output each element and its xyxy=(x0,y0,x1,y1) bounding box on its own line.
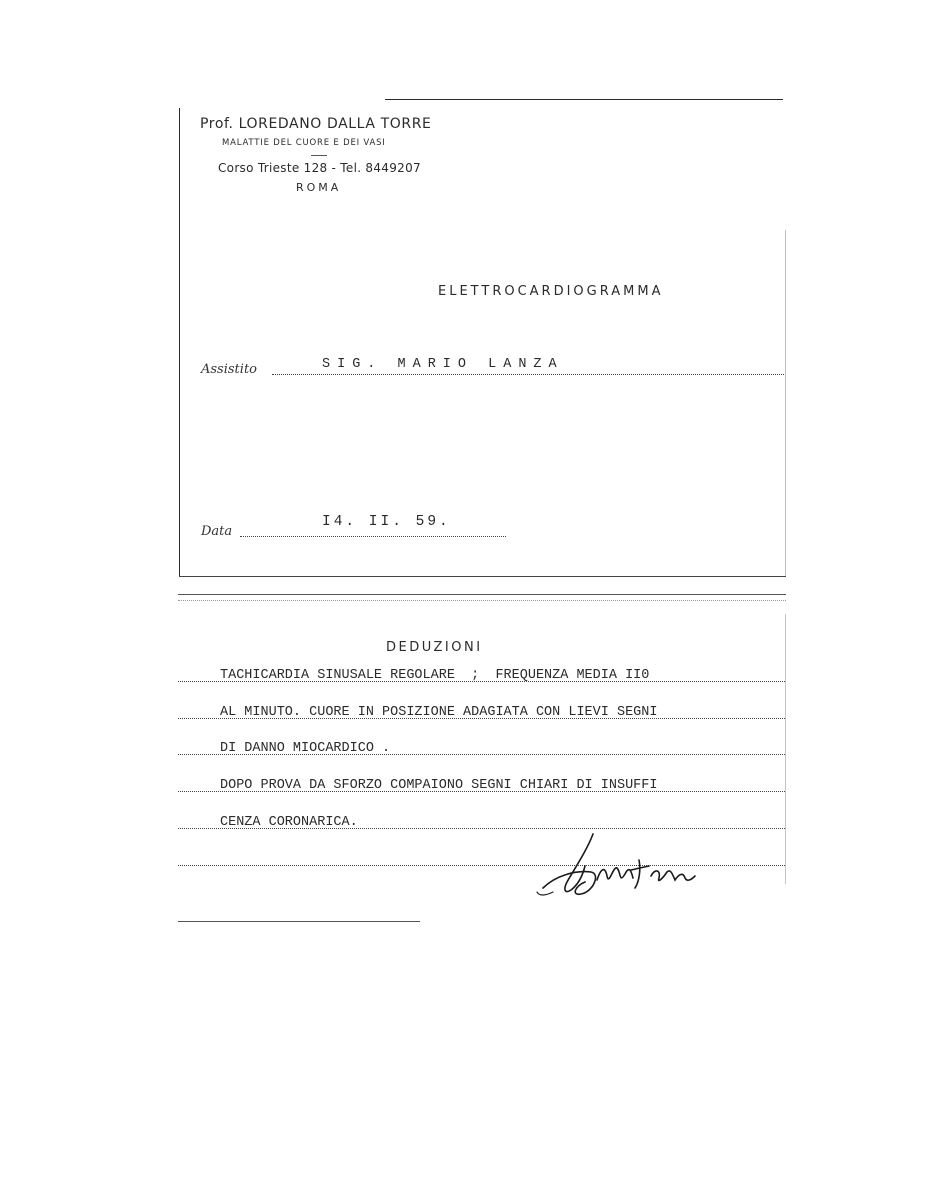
letterhead-divider xyxy=(311,155,327,156)
assistito-underline xyxy=(272,374,784,375)
data-value: I4. II. 59. xyxy=(322,514,451,530)
deduzioni-line-3: DI DANNO MIOCARDICO . xyxy=(220,741,391,756)
doctor-specialty: MALATTIE DEL CUORE E DEI VASI xyxy=(222,138,386,148)
assistito-value: SIG. MARIO LANZA xyxy=(322,357,564,372)
assistito-label: Assistito xyxy=(201,362,257,377)
data-label: Data xyxy=(201,524,233,539)
doctor-city: ROMA xyxy=(296,181,342,194)
upper-card-left-edge xyxy=(179,108,180,576)
data-underline xyxy=(240,536,506,537)
lower-card-right-edge xyxy=(785,614,786,884)
deduzioni-heading: DEDUZIONI xyxy=(386,640,483,655)
upper-card-top-edge xyxy=(385,99,783,100)
deduzioni-line-1: TACHICARDIA SINUSALE REGOLARE ; FREQUENZA MEDIA II0 xyxy=(220,668,650,683)
doctor-name: Prof. LOREDANO DALLA TORRE xyxy=(200,116,432,132)
upper-card-right-edge xyxy=(785,230,786,576)
lower-card xyxy=(0,590,927,950)
deduzioni-line-5: CENZA CORONARICA. xyxy=(220,815,358,830)
lower-card-top-edge xyxy=(178,594,786,595)
lower-card-bottom-edge xyxy=(178,921,420,922)
deduzioni-line-4: DOPO PROVA DA SFORZO COMPAIONO SEGNI CHIARI DI INSUFFI xyxy=(220,778,658,793)
upper-card-bottom-edge xyxy=(179,576,786,577)
lower-card-perforation xyxy=(178,600,786,601)
doctor-address: Corso Trieste 128 - Tel. 8449207 xyxy=(218,161,421,175)
document-title: ELETTROCARDIOGRAMMA xyxy=(438,284,664,299)
doctor-signature xyxy=(535,830,700,905)
deduzioni-line-2: AL MINUTO. CUORE IN POSIZIONE ADAGIATA CON LIEVI SEGNI xyxy=(220,705,658,720)
